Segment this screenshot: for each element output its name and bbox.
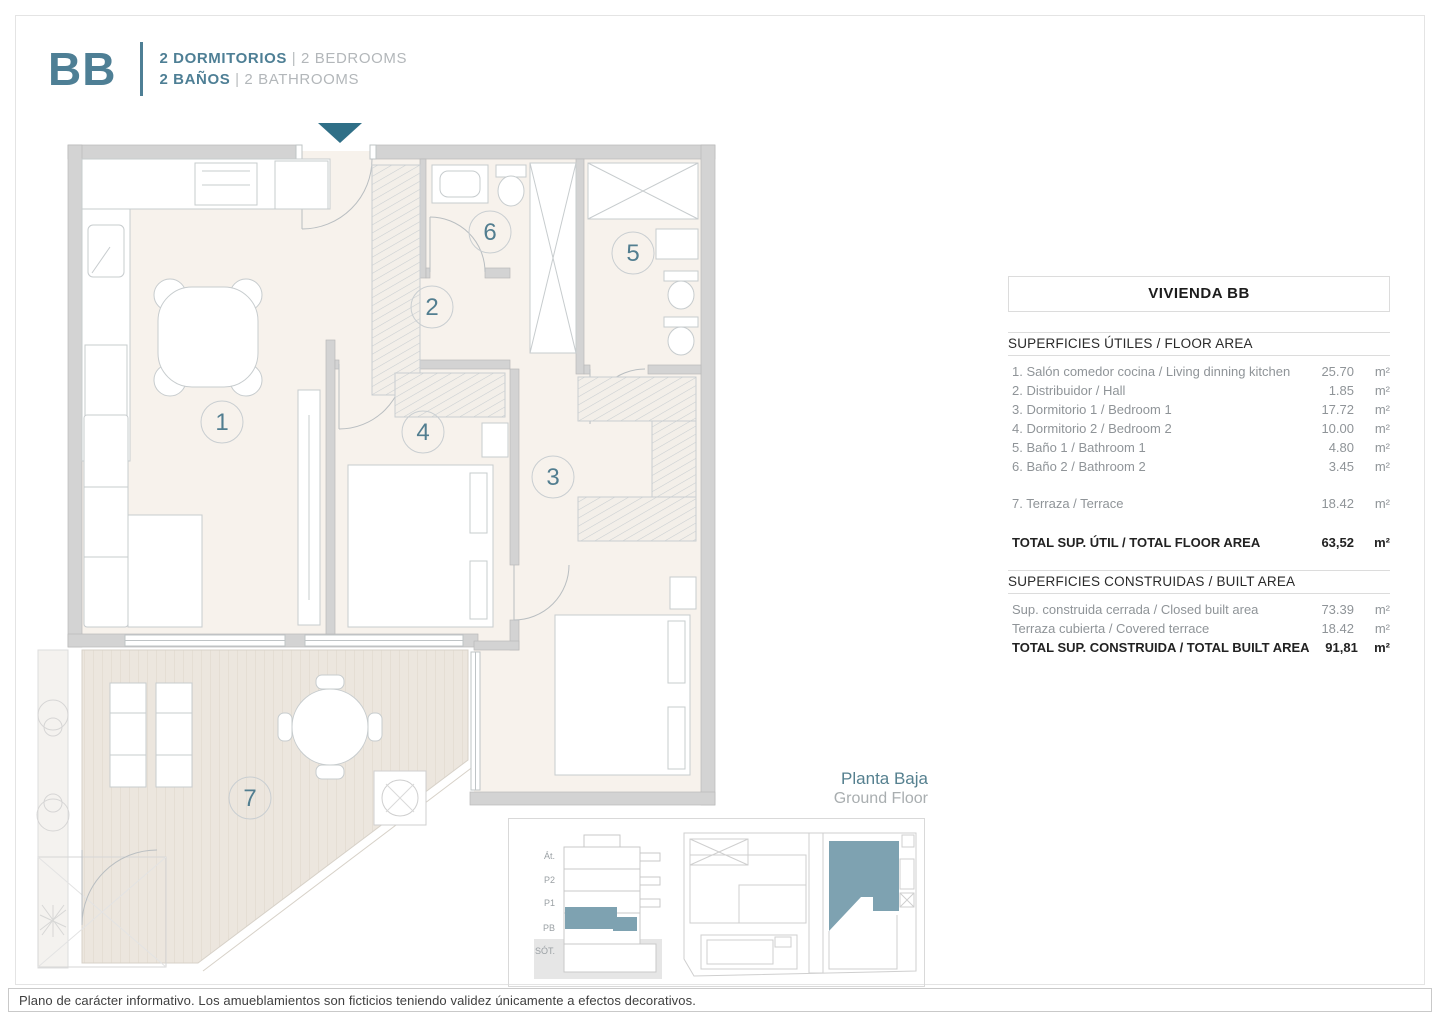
disclaimer: Plano de carácter informativo. Los amueblamientos son ficticios teniendo validez únicamente a efectos decorativos.: [8, 988, 1432, 1012]
table-row: [1008, 440, 1390, 459]
wardrobe: [395, 373, 505, 417]
row-value: 17.72: [1321, 402, 1354, 417]
row-label: Sup. construida cerrada / Closed built area: [1012, 602, 1259, 617]
penthouse: [584, 835, 620, 847]
floor-label-p2: P2: [543, 875, 555, 885]
row-label: 4. Dormitorio 2 / Bedroom 2: [1012, 421, 1172, 436]
row-value: 4.80: [1328, 440, 1354, 455]
row-unit: m²: [1374, 440, 1390, 455]
svg-text:5: 5: [626, 240, 640, 267]
table-row: [1008, 621, 1390, 640]
wardrobe: [578, 377, 696, 421]
row-unit: m²: [1374, 602, 1390, 617]
bathrooms-en: 2 BATHROOMS: [244, 71, 360, 88]
stove: [195, 163, 257, 205]
table-row: [1008, 421, 1390, 440]
pillow: [470, 473, 487, 533]
row-value: 63,52: [1321, 535, 1354, 550]
table-row-terrace: [1008, 496, 1390, 515]
row-unit: m²: [1374, 496, 1390, 511]
toilet-tank: [496, 165, 526, 177]
sink: [88, 225, 124, 277]
unit-code: BB: [48, 43, 117, 95]
tv-unit: [298, 390, 320, 625]
bidet-tank: [664, 317, 698, 327]
row-value: 18.42: [1321, 621, 1354, 636]
table-row: [1008, 383, 1390, 402]
bedrooms-line: [159, 50, 407, 67]
svg-text:4: 4: [416, 419, 430, 446]
basement: [564, 944, 656, 972]
floor-level-en: Ground Floor: [833, 790, 928, 808]
hall-wardrobe: [372, 165, 420, 395]
row-unit: m²: [1374, 364, 1390, 379]
row-label: 1. Salón comedor cocina / Living dinning kitchen: [1012, 364, 1291, 379]
header-divider: [140, 42, 143, 96]
row-value: 10.00: [1321, 421, 1354, 436]
building-section-diagram: [534, 835, 662, 979]
locator-svg: [509, 819, 922, 984]
entrance-arrow-icon: [318, 123, 362, 143]
fridge: [275, 161, 328, 209]
row-label: 5. Baño 1 / Bathroom 1: [1012, 440, 1146, 455]
toilet-bowl: [498, 176, 524, 206]
row-label: 6. Baño 2 / Bathroom 2: [1012, 459, 1146, 474]
row-label: 2. Distribuidor / Hall: [1012, 383, 1126, 398]
pillow: [668, 707, 685, 769]
pillow: [668, 621, 685, 683]
site-plan-diagram: [684, 833, 916, 976]
row-value: 1.85: [1328, 383, 1354, 398]
wardrobe: [652, 421, 696, 497]
table-row: [1008, 364, 1390, 383]
separator: |: [230, 71, 245, 88]
row-value: 3.45: [1328, 459, 1354, 474]
header-subtitle: [159, 50, 407, 88]
row-label: TOTAL SUP. CONSTRUIDA / TOTAL BUILT AREA: [1012, 640, 1310, 655]
row-value: 25.70: [1321, 364, 1354, 379]
floor-level-label: [628, 768, 928, 809]
floor-label-pb: PB: [542, 923, 555, 933]
row-label: 3. Dormitorio 1 / Bedroom 1: [1012, 402, 1172, 417]
bedrooms-es: 2 DORMITORIOS: [159, 50, 287, 67]
built-area-section-header: SUPERFICIES CONSTRUIDAS / BUILT AREA: [1008, 570, 1390, 594]
row-unit: m²: [1374, 535, 1390, 550]
table-row: [1008, 602, 1390, 621]
terrace-planter: [374, 771, 426, 825]
total-built-area-row: [1008, 640, 1390, 659]
floor-label-atico: Át.: [543, 851, 555, 861]
highlighted-unit: [829, 841, 899, 931]
svg-text:6: 6: [483, 219, 497, 246]
separator: |: [287, 50, 302, 67]
row-unit: m²: [1374, 421, 1390, 436]
row-label: 7. Terraza / Terrace: [1012, 496, 1124, 511]
dining-table: [154, 279, 262, 396]
vanity: [656, 229, 698, 259]
total-floor-area-row: [1008, 535, 1390, 554]
neighbor-outline: [829, 915, 897, 969]
row-label: Terraza cubierta / Covered terrace: [1012, 621, 1210, 636]
floor-area-section-header: SUPERFICIES ÚTILES / FLOOR AREA: [1008, 332, 1390, 356]
pillow: [470, 561, 487, 619]
row-value: 73.39: [1321, 602, 1354, 617]
svg-text:2: 2: [425, 294, 439, 321]
area-table: [1008, 276, 1390, 659]
toilet-tank: [664, 271, 698, 281]
table-title: VIVIENDA BB: [1008, 276, 1390, 312]
row-unit: m²: [1374, 402, 1390, 417]
bathrooms-line: [159, 71, 407, 88]
nightstand: [670, 577, 696, 609]
row-label: TOTAL SUP. ÚTIL / TOTAL FLOOR AREA: [1012, 535, 1261, 550]
bathrooms-es: 2 BAÑOS: [159, 71, 231, 88]
nightstand: [482, 423, 508, 457]
wardrobe: [578, 497, 696, 541]
row-value: 18.42: [1321, 496, 1354, 511]
header: [48, 42, 407, 96]
floor-label-p1: P1: [543, 898, 555, 908]
row-unit: m²: [1374, 640, 1390, 655]
locator-diagrams: [508, 818, 925, 987]
row-unit: m²: [1374, 459, 1390, 474]
bidet-bowl: [668, 327, 694, 355]
row-unit: m²: [1374, 621, 1390, 636]
svg-text:7: 7: [243, 785, 257, 812]
floor-level-es: Planta Baja: [841, 769, 928, 788]
row-value: 91,81: [1325, 640, 1358, 655]
table-row: [1008, 402, 1390, 421]
svg-text:1: 1: [215, 409, 229, 436]
row-unit: m²: [1374, 383, 1390, 398]
svg-text:3: 3: [546, 464, 560, 491]
floor-label-sot: SÓT.: [534, 946, 555, 956]
toilet-bowl: [668, 281, 694, 309]
table-row: [1008, 459, 1390, 478]
bedrooms-en: 2 BEDROOMS: [301, 50, 408, 67]
